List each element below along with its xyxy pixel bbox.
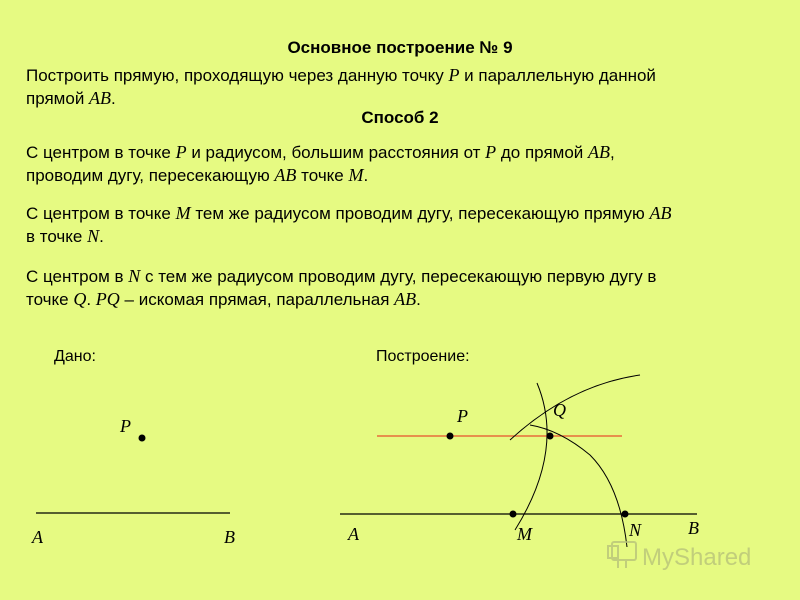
step-text: С центром в bbox=[26, 267, 129, 286]
step-point: N bbox=[87, 226, 100, 246]
point-b-label: B bbox=[688, 518, 699, 538]
given-label: Дано: bbox=[54, 348, 96, 365]
given-point-p-label: P bbox=[120, 416, 131, 436]
step-text: . bbox=[99, 227, 104, 246]
point-q-label: Q bbox=[553, 400, 566, 420]
arc-centered-p bbox=[515, 383, 547, 530]
point-n-dot bbox=[622, 511, 629, 518]
task-line-ab: AB bbox=[89, 88, 112, 108]
step-text: . bbox=[86, 290, 96, 309]
construction-figure bbox=[340, 375, 699, 547]
step-text: С центром в точке bbox=[26, 143, 176, 162]
point-p-label: P bbox=[457, 406, 468, 426]
step-text: . bbox=[416, 290, 421, 309]
point-n-label: N bbox=[629, 520, 642, 540]
step-line: AB bbox=[394, 289, 417, 309]
given-point-a-label: A bbox=[32, 527, 43, 547]
step-point: M bbox=[175, 203, 191, 223]
point-p-dot bbox=[447, 433, 454, 440]
step-text: С центром в точке bbox=[26, 204, 176, 223]
given-point-b-label: B bbox=[224, 527, 235, 547]
page-title: Основное построение № 9 bbox=[287, 38, 513, 57]
step-line: AB bbox=[274, 165, 297, 185]
arc-centered-n bbox=[530, 425, 627, 547]
step-text: – искомая прямая, параллельная bbox=[119, 290, 395, 309]
point-q-dot bbox=[547, 433, 554, 440]
step-text: в точке bbox=[26, 227, 88, 246]
step-text: тем же радиусом проводим дугу, пересекающую прямую bbox=[190, 204, 650, 223]
given-figure bbox=[31, 416, 235, 547]
watermark-logo-icon bbox=[608, 542, 636, 568]
method-title: Способ 2 bbox=[361, 108, 439, 127]
construction-label: Построение: bbox=[376, 348, 470, 365]
watermark-text: MyShared bbox=[642, 544, 752, 571]
step-point: P bbox=[175, 142, 187, 162]
task-text: прямой bbox=[26, 89, 90, 108]
task-text: Построить прямую, проходящую через данную точку bbox=[26, 66, 449, 85]
step-text: , bbox=[610, 143, 615, 162]
step-text: проводим дугу, пересекающую bbox=[26, 166, 275, 185]
task-text: и параллельную данной bbox=[459, 66, 656, 85]
step-text: точке bbox=[26, 290, 74, 309]
point-m-label: M bbox=[517, 524, 532, 544]
step-point: N bbox=[128, 266, 141, 286]
task-point-p: P bbox=[448, 65, 460, 85]
given-point-p-dot bbox=[139, 435, 146, 442]
step-line: AB bbox=[649, 203, 672, 223]
step-point: P bbox=[485, 142, 497, 162]
step-text: точке bbox=[296, 166, 349, 185]
step-text: с тем же радиусом проводим дугу, пересекающую первую дугу в bbox=[140, 267, 657, 286]
step-text: . bbox=[363, 166, 369, 185]
step-text: и радиусом, большим расстояния от bbox=[186, 143, 486, 162]
point-a-label: A bbox=[348, 524, 359, 544]
step-point: M bbox=[348, 165, 364, 185]
point-m-dot bbox=[510, 511, 517, 518]
step-text: до прямой bbox=[496, 143, 589, 162]
step-point: Q bbox=[73, 289, 87, 309]
step-line: PQ bbox=[95, 289, 120, 309]
task-text: . bbox=[111, 89, 116, 108]
arc-centered-m bbox=[510, 375, 640, 440]
watermark bbox=[608, 542, 751, 571]
step-line: AB bbox=[588, 142, 611, 162]
